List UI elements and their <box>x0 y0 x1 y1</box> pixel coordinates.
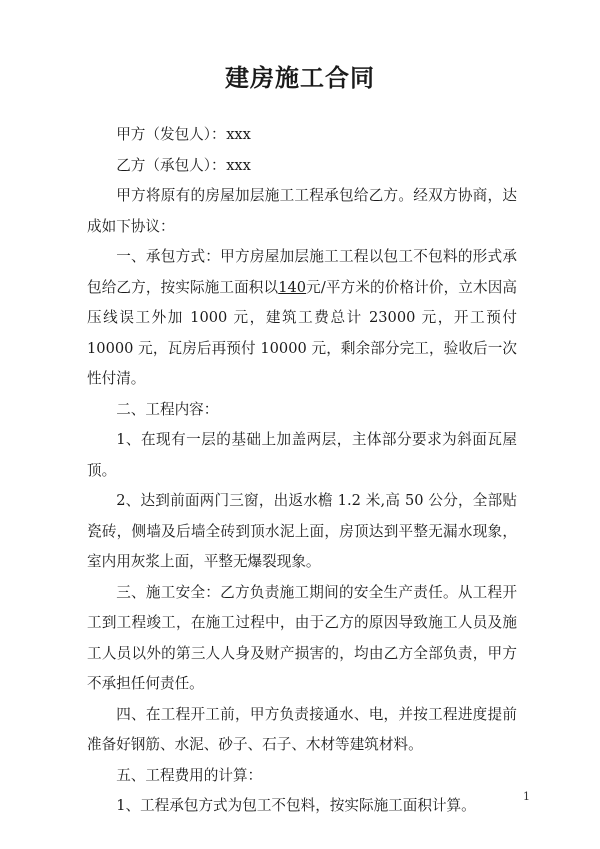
page-number: 1 <box>523 790 530 803</box>
document-title: 建房施工合同 <box>225 63 375 92</box>
clause-1-text-before: 一、承包方式：甲方房屋加层施工工程以包工不包料的形式承包给乙方，按实际施工面积以 <box>87 248 517 296</box>
party-a-value: xxx <box>226 126 251 143</box>
clause-1-price: 140 <box>278 278 307 296</box>
party-b-label: 乙方（承包人）： <box>116 156 226 174</box>
clause-2-heading: 二、工程内容： <box>116 400 219 418</box>
clause-5-item-1: 1、工程承包方式为包工不包料，按实际施工面积计算。 <box>116 797 476 814</box>
clause-2-item-1: 1、在现有一层的基础上加盖两层，主体部分要求为斜面瓦屋顶。 <box>87 431 517 479</box>
clause-2-item-2: 2、达到前面两门三窗，出返水檐 1.2 米,高 50 公分，全部贴瓷砖，侧墙及后墙全砖到顶水泥上面，房顶达到平整无漏水现象，室内用灰浆上面，平整无爆裂现象。 <box>87 492 517 570</box>
clause-1-text-after: 元/平方米的价格计价，立木因高压线误工外加 1000 元，建筑工费总计 23000 元，开工预付 10000 元，瓦房后再预付 10000 元，剩余部分完工，验收后一次性付清。 <box>87 278 517 387</box>
intro-paragraph: 甲方将原有的房屋加层施工工程承包给乙方。经双方协商，达成如下协议： <box>87 187 517 235</box>
clause-5-heading: 五、工程费用的计算： <box>116 766 263 784</box>
clause-1-paragraph <box>87 242 517 395</box>
party-b-value: xxx <box>226 156 251 174</box>
party-b-line <box>87 151 517 182</box>
document-body <box>87 120 517 822</box>
clause-3-paragraph: 三、施工安全：乙方负责施工期间的安全生产责任。从工程开工到工程竣工，在施工过程中，由于乙方的原因导致施工人员及施工人员以外的第三人人身及财产损害的，均由乙方全部负责，甲方不承担任何责任。 <box>87 583 517 692</box>
party-a-line <box>87 120 517 151</box>
party-a-label: 甲方（发包人）： <box>116 126 226 143</box>
clause-4-paragraph: 四、在工程开工前，甲方负责接通水、电，并按工程进度提前准备好钢筋、水泥、砂子、石子、木材等建筑材料。 <box>87 705 517 753</box>
